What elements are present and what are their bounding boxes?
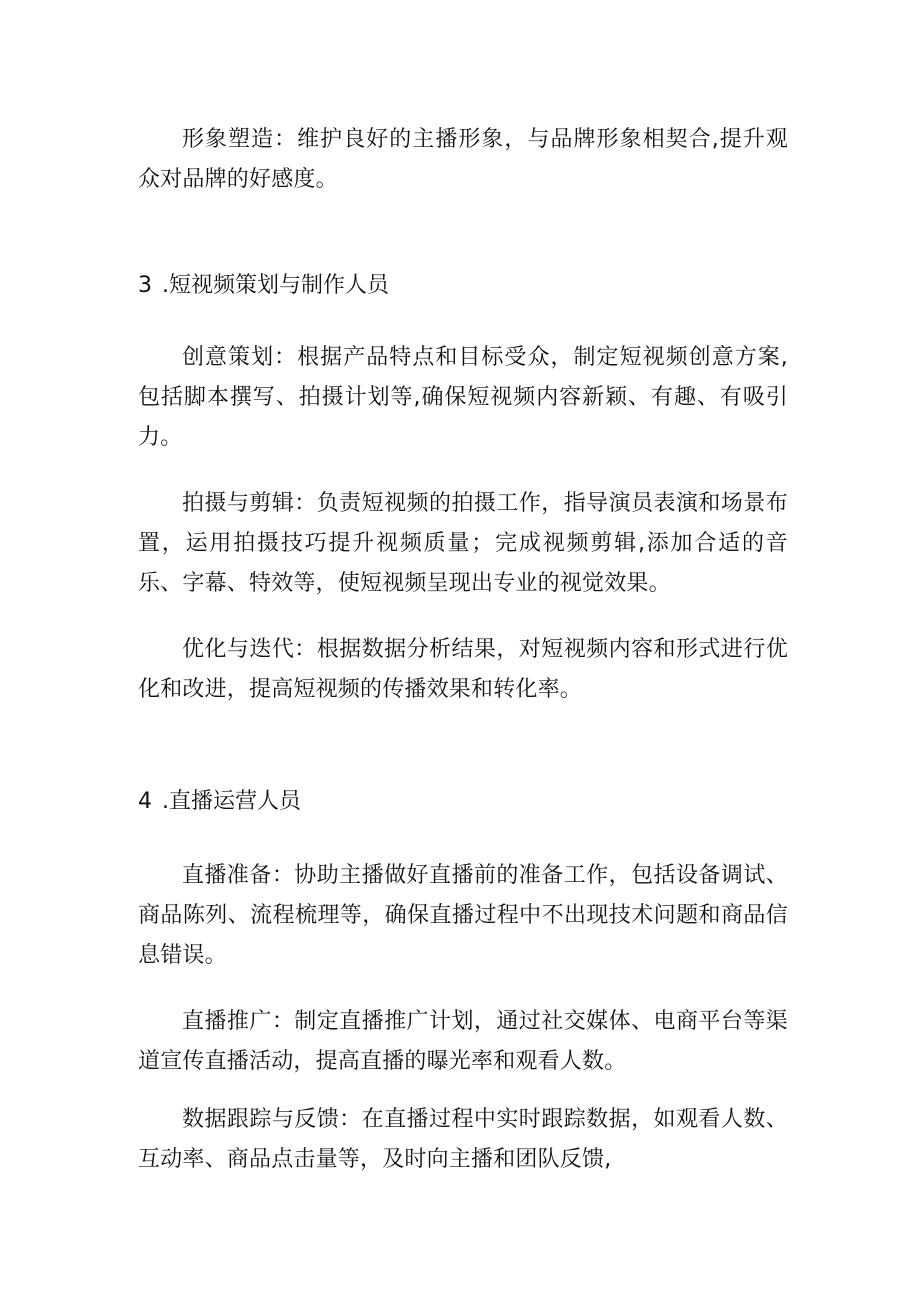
paragraph-creative-planning: 创意策划：根据产品特点和目标受众，制定短视频创意方案,包括脚本撰写、拍摄计划等,确保短视频内容新颖、有趣、有吸引力。 [138, 345, 788, 450]
section-3-number: 3 [138, 273, 152, 298]
paragraph-live-promotion: 直播推广：制定直播推广计划，通过社交媒体、电商平台等渠道宣传直播活动，提高直播的曝光率和观看人数。 [138, 1009, 788, 1074]
section-4-heading [138, 782, 788, 822]
paragraph-shooting-editing: 拍摄与剪辑：负责短视频的拍摄工作，指导演员表演和场景布置，运用拍摄技巧提升视频质量；完成视频剪辑,添加合适的音乐、字幕、特效等，使短视频呈现出专业的视觉效果。 [138, 491, 788, 596]
paragraph-optimization: 优化与迭代：根据数据分析结果，对短视频内容和形式进行优化和改进，提高短视频的传播效果和转化率。 [138, 637, 788, 702]
section-4-title: .直播运营人员 [162, 789, 301, 814]
section-4-number: 4 [138, 789, 152, 814]
paragraph-live-preparation: 直播准备：协助主播做好直播前的准备工作，包括设备调试、商品陈列、流程梳理等，确保直播过程中不出现技术问题和商品信息错误。 [138, 863, 788, 968]
section-3-heading [138, 266, 788, 306]
paragraph-image-building: 形象塑造：维护良好的主播形象，与品牌形象相契合,提升观众对品牌的好感度。 [138, 127, 788, 192]
paragraph-data-tracking: 数据跟踪与反馈：在直播过程中实时跟踪数据，如观看人数、互动率、商品点击量等，及时向主播和团队反馈, [138, 1107, 788, 1172]
section-3-title: .短视频策划与制作人员 [162, 273, 389, 298]
